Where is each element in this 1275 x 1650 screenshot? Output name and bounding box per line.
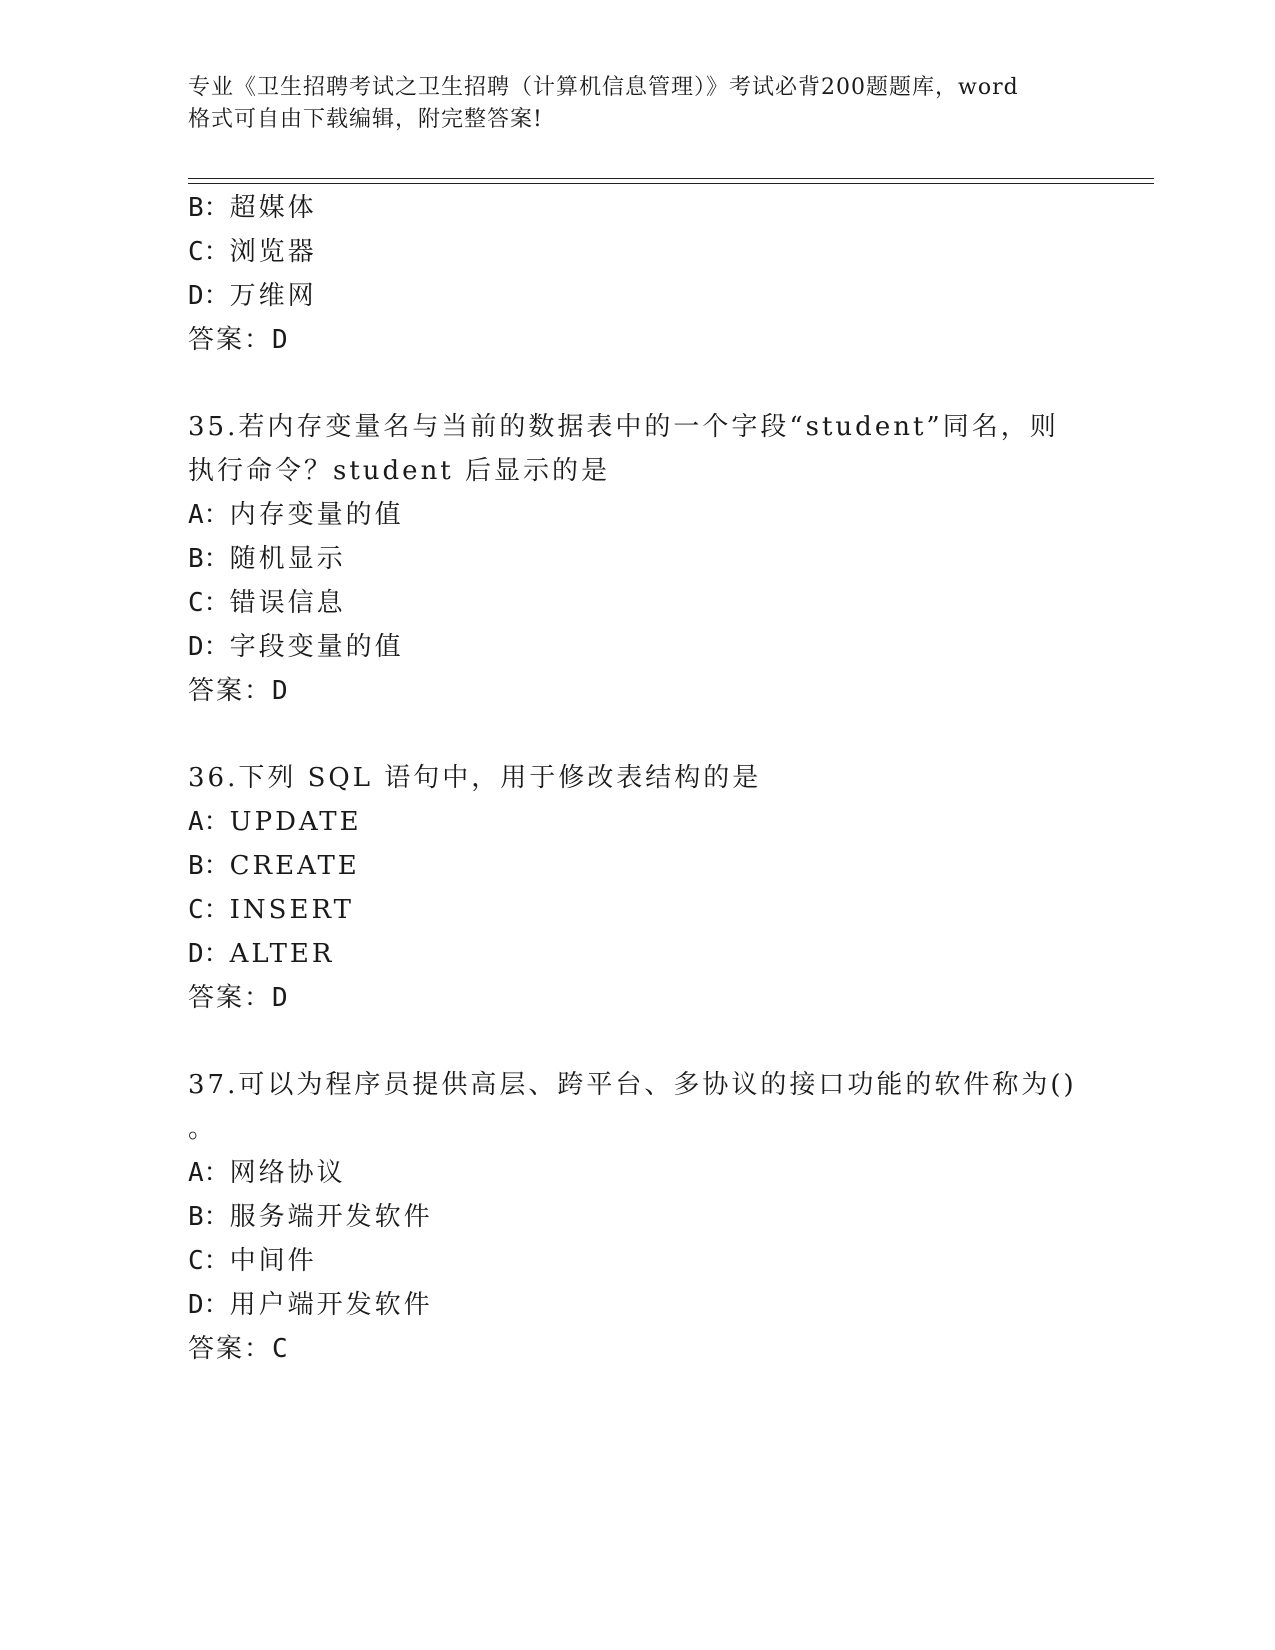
answer-label: 答案： (188, 1334, 273, 1364)
option-letter: A： (188, 807, 230, 837)
q35-answer (188, 674, 290, 708)
answer-value: D (272, 983, 290, 1013)
option-text: ALTER (229, 939, 335, 969)
q37-answer (188, 1332, 290, 1366)
q35-stem-line-1: 35.若内存变量名与当前的数据表中的一个字段“student”同名，则 (188, 412, 1059, 442)
option-letter: C： (188, 237, 230, 267)
q35-option-d (188, 630, 404, 664)
option-letter: B： (188, 851, 230, 881)
option-text: 浏览器 (229, 237, 317, 267)
option-letter: D： (188, 939, 230, 969)
q34-option-b (188, 191, 317, 225)
q35-stem-line-2: 执行命令？student 后显示的是 (188, 456, 611, 486)
answer-value: D (272, 676, 290, 706)
q35-option-c (188, 586, 346, 620)
q36-option-a (188, 805, 362, 839)
option-letter: B： (188, 193, 230, 223)
option-text: CREATE (229, 851, 360, 881)
q37-stem-line-1: 37.可以为程序员提供高层、跨平台、多协议的接口功能的软件称为() (188, 1070, 1077, 1100)
q34-answer (188, 323, 290, 357)
option-text: 用户端开发软件 (229, 1290, 433, 1320)
q37-option-c (188, 1244, 317, 1278)
q37-option-b (188, 1200, 433, 1234)
option-text: 中间件 (229, 1246, 317, 1276)
q37-stem-line-2: 。 (188, 1114, 218, 1144)
option-text: 内存变量的值 (229, 500, 404, 530)
option-letter: D： (188, 281, 230, 311)
q37-option-d (188, 1288, 433, 1322)
q36-option-b (188, 849, 360, 883)
option-letter: D： (188, 1290, 230, 1320)
option-letter: C： (188, 588, 230, 618)
header-divider-top (188, 178, 1154, 179)
option-text: 超媒体 (229, 193, 317, 223)
option-letter: C： (188, 895, 230, 925)
answer-value: D (272, 325, 290, 355)
q35-option-a (188, 498, 404, 532)
option-text: 网络协议 (229, 1158, 346, 1188)
header-line-1: 专业《卫生招聘考试之卫生招聘（计算机信息管理）》考试必背200题题库，word (188, 75, 1019, 100)
answer-label: 答案： (188, 983, 273, 1013)
option-letter: A： (188, 1158, 230, 1188)
q36-stem-line-1: 36.下列 SQL 语句中，用于修改表结构的是 (188, 763, 762, 793)
answer-value: C (272, 1334, 290, 1364)
q37-option-a (188, 1156, 346, 1190)
option-text: UPDATE (229, 807, 362, 837)
option-text: 服务端开发软件 (229, 1202, 433, 1232)
q36-answer (188, 981, 290, 1015)
q36-option-d (188, 937, 334, 971)
option-text: 万维网 (229, 281, 317, 311)
option-text: 错误信息 (229, 588, 346, 618)
option-letter: A： (188, 500, 230, 530)
option-letter: C： (188, 1246, 230, 1276)
option-letter: D： (188, 632, 230, 662)
option-text: INSERT (229, 895, 354, 925)
header-divider-bottom (188, 183, 1154, 184)
q34-option-c (188, 235, 317, 269)
q34-option-d (188, 279, 317, 313)
option-text: 字段变量的值 (229, 632, 404, 662)
q35-option-b (188, 542, 346, 576)
header-line-2: 格式可自由下载编辑，附完整答案! (188, 107, 543, 132)
answer-label: 答案： (188, 325, 273, 355)
option-letter: B： (188, 1202, 230, 1232)
option-text: 随机显示 (229, 544, 346, 574)
page-header (188, 72, 1088, 136)
answer-label: 答案： (188, 676, 273, 706)
option-letter: B： (188, 544, 230, 574)
q36-option-c (188, 893, 354, 927)
